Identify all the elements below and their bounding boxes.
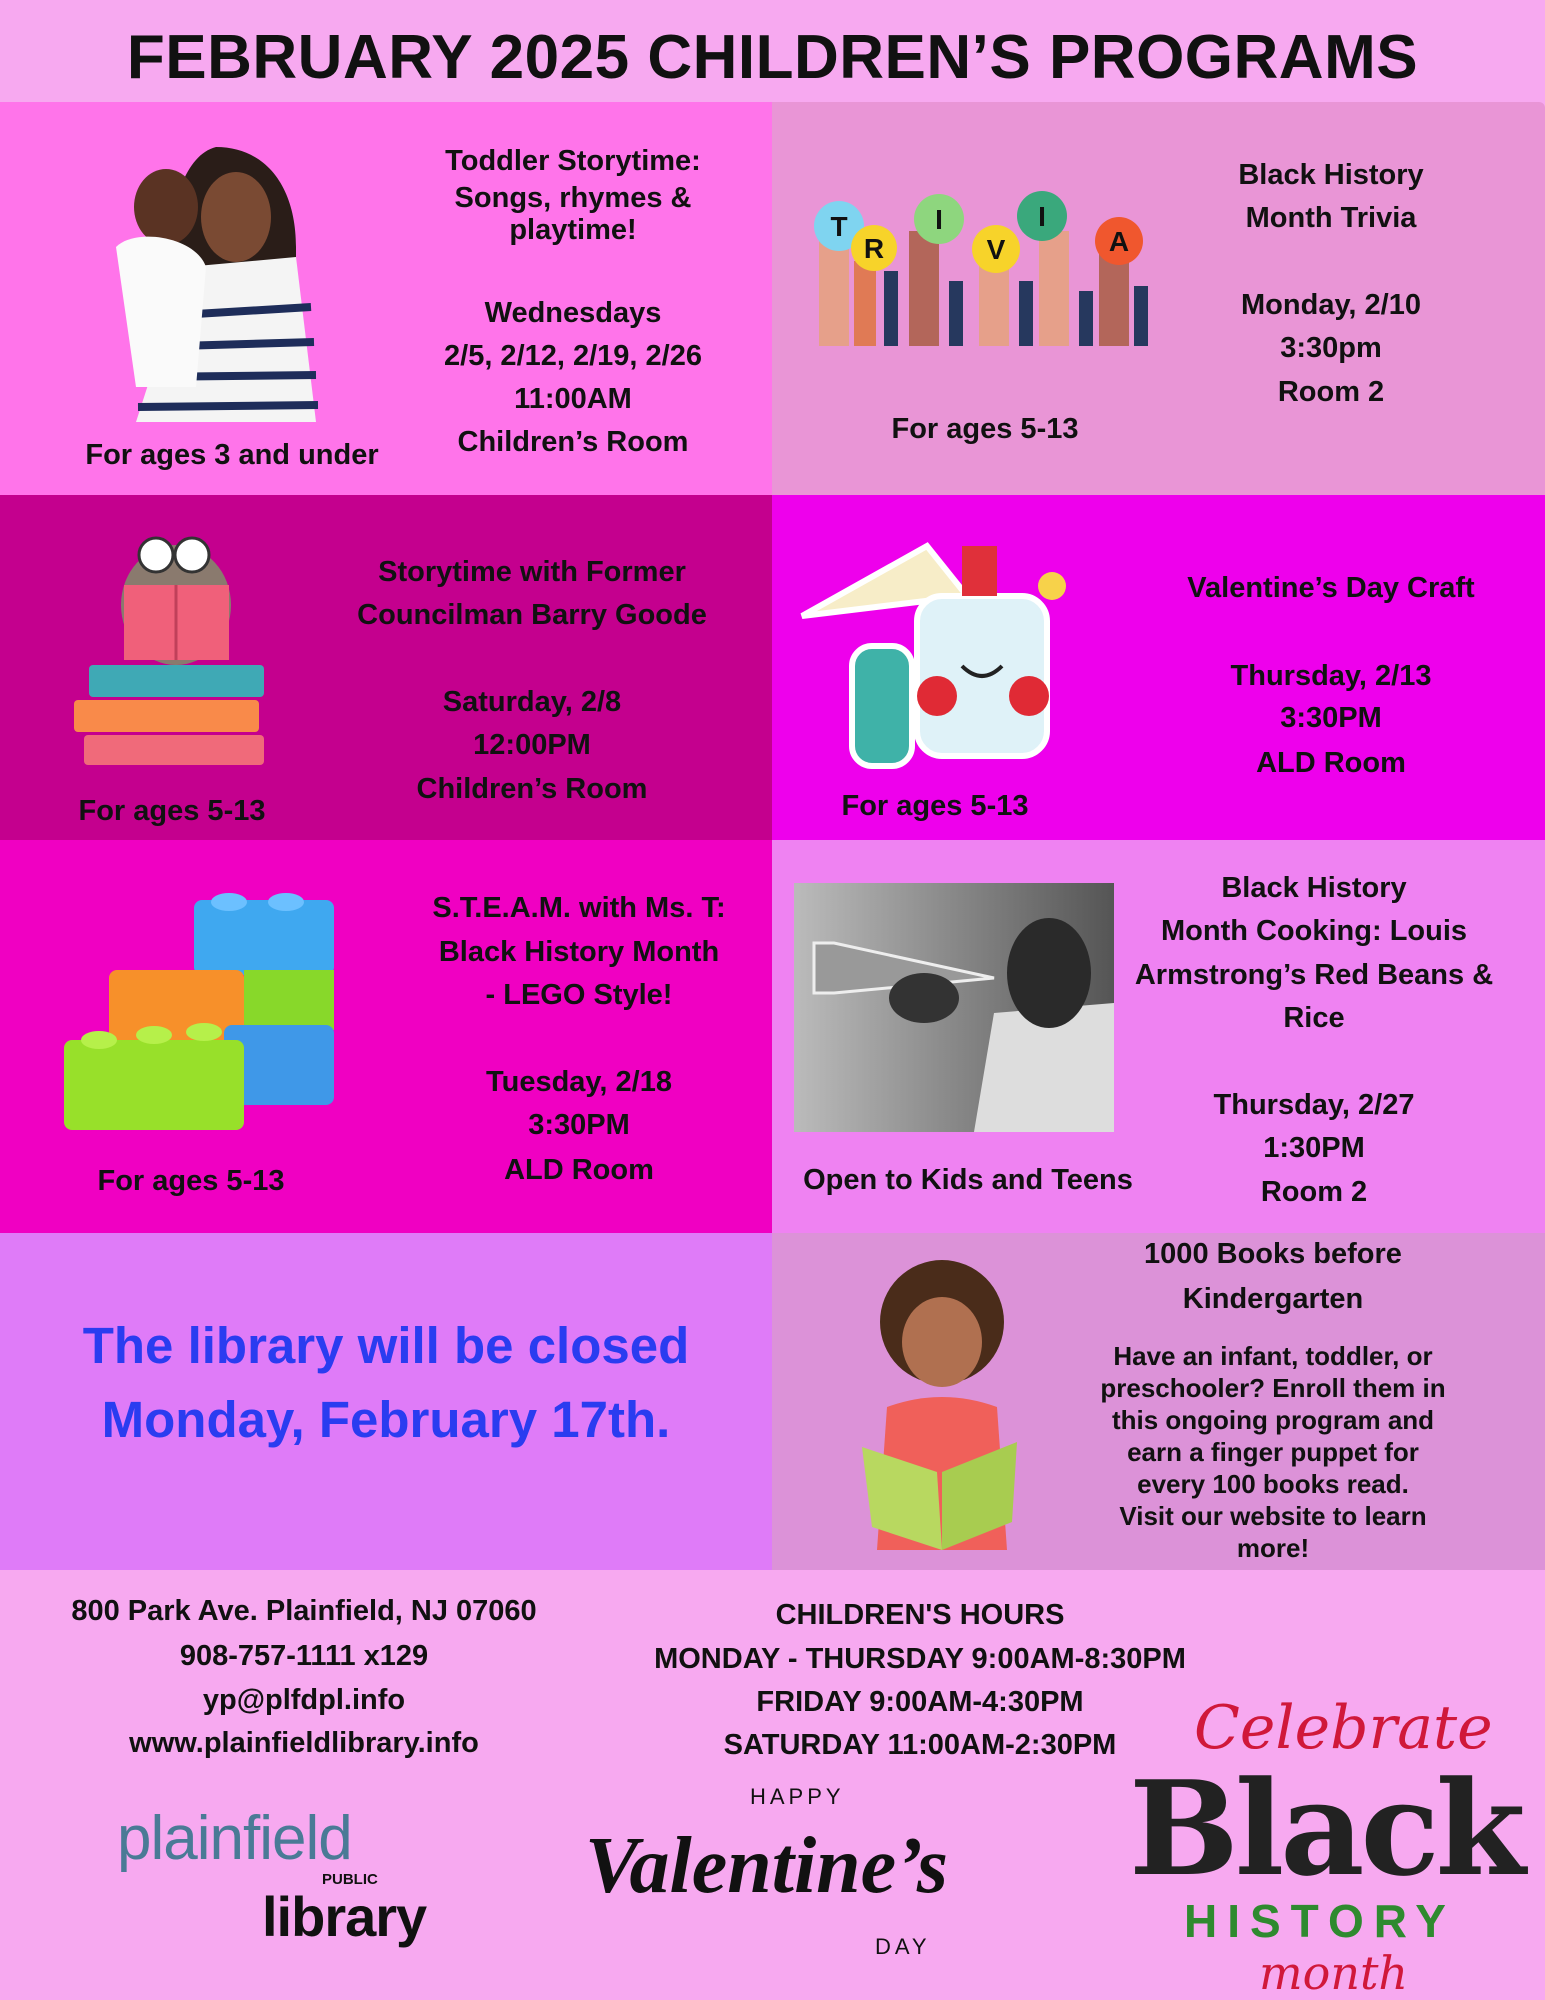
lego-bricks-illustration <box>64 880 336 1135</box>
goode-date: Saturday, 2/8 <box>442 686 622 718</box>
toddler-title-line: Toddler Storytime: <box>445 145 701 177</box>
trivia-letter: V <box>986 234 1006 265</box>
goode-ages: For ages 5-13 <box>78 795 266 827</box>
valentine-main: Valentine’s <box>585 1822 949 1910</box>
steam-date: Tuesday, 2/18 <box>486 1066 672 1098</box>
cooking-time: 1:30PM <box>1263 1132 1365 1164</box>
steam-location: ALD Room <box>504 1154 654 1186</box>
cooking-title-line: Black History <box>1221 872 1407 904</box>
trivia-letter: R <box>863 233 885 264</box>
owl-books-illustration <box>74 510 270 765</box>
trivia-hands-illustration <box>814 191 1156 346</box>
hours-line: MONDAY - THURSDAY 9:00AM-8:30PM <box>654 1643 1186 1675</box>
closed-notice-line: The library will be closed <box>82 1317 690 1374</box>
bhm-celebrate: Celebrate <box>1194 1693 1493 1763</box>
craft-date: Thursday, 2/13 <box>1230 660 1432 692</box>
trivia-title-line: Month Trivia <box>1245 202 1417 234</box>
logo-plainfield: plainfield <box>117 1804 352 1873</box>
valentine-happy: HAPPY <box>750 1784 845 1809</box>
books-body-line: preschooler? Enroll them in <box>1100 1373 1446 1403</box>
craft-time: 3:30PM <box>1280 702 1382 734</box>
hours-line: FRIDAY 9:00AM-4:30PM <box>756 1686 1084 1718</box>
trivia-letter: T <box>830 211 848 242</box>
cooking-title-line: Month Cooking: Louis <box>1160 915 1468 947</box>
craft-location: ALD Room <box>1256 747 1406 779</box>
valentine-day: DAY <box>875 1934 931 1959</box>
bhm-black: Black <box>1129 1752 1522 1905</box>
girl-reading-photo <box>857 1257 1027 1550</box>
goode-location: Children’s Room <box>416 773 648 805</box>
toddler-ages: For ages 3 and under <box>85 439 379 471</box>
logo-public: PUBLIC <box>322 1871 378 1888</box>
trivia-time: 3:30pm <box>1280 332 1382 364</box>
mother-baby-photo <box>96 147 336 422</box>
books-body-line: earn a finger puppet for <box>1127 1437 1419 1467</box>
books-title-line: Kindergarten <box>1182 1283 1364 1315</box>
books-body-line: Have an infant, toddler, or <box>1113 1341 1433 1371</box>
goode-time: 12:00PM <box>473 729 591 761</box>
address: 800 Park Ave. Plainfield, NJ 07060 <box>71 1595 537 1627</box>
books-body-line: this ongoing program and <box>1111 1405 1435 1435</box>
trivia-date: Monday, 2/10 <box>1241 289 1421 321</box>
steam-ages: For ages 5-13 <box>97 1165 285 1197</box>
toddler-location: Children’s Room <box>457 426 689 458</box>
steam-time: 3:30PM <box>528 1109 630 1141</box>
steam-title-line: Black History Month <box>438 936 720 968</box>
toddler-title-line: playtime! <box>509 214 637 246</box>
cooking-ages: Open to Kids and Teens <box>803 1164 1133 1196</box>
glue-crayon-illustration <box>797 536 1079 772</box>
bhm-history: HISTORY <box>1184 1895 1456 1947</box>
goode-title-line: Councilman Barry Goode <box>357 599 707 631</box>
trivia-location: Room 2 <box>1277 376 1385 408</box>
hours-line: SATURDAY 11:00AM-2:30PM <box>723 1729 1117 1761</box>
cooking-title-line: Armstrong’s Red Beans & <box>1134 959 1494 991</box>
cooking-title-line: Rice <box>1283 1002 1345 1034</box>
louis-armstrong-photo <box>794 883 1114 1132</box>
trivia-letter: A <box>1108 226 1130 257</box>
books-body-line: every 100 books read. <box>1137 1469 1409 1499</box>
email-link[interactable]: yp@plfdpl.info <box>202 1684 406 1716</box>
cooking-location: Room 2 <box>1260 1176 1368 1208</box>
black-history-month-logo <box>1129 1693 1539 2000</box>
hours-heading: CHILDREN'S HOURS <box>775 1599 1065 1631</box>
goode-title-line: Storytime with Former <box>378 556 686 588</box>
toddler-day: Wednesdays <box>484 297 662 329</box>
phone: 908-757-1111 x129 <box>179 1640 429 1672</box>
toddler-title-line: Songs, rhymes & <box>454 182 692 214</box>
steam-title-line: - LEGO Style! <box>485 979 673 1011</box>
happy-valentines-logo <box>585 1786 1015 1971</box>
books-title-line: 1000 Books before <box>1144 1238 1402 1270</box>
toddler-dates: 2/5, 2/12, 2/19, 2/26 <box>444 340 702 372</box>
website-link[interactable]: www.plainfieldlibrary.info <box>129 1727 479 1759</box>
closed-notice-line: Monday, February 17th. <box>101 1391 671 1448</box>
bhm-month: month <box>1259 1946 1409 2000</box>
trivia-letter: I <box>935 204 943 235</box>
books-body-line: Visit our website to learn <box>1119 1501 1427 1531</box>
steam-title-line: S.T.E.A.M. with Ms. T: <box>432 892 726 924</box>
trivia-ages: For ages 5-13 <box>891 413 1079 445</box>
trivia-letter: I <box>1038 201 1046 232</box>
plainfield-library-logo <box>117 1804 507 1948</box>
trivia-title-line: Black History <box>1238 159 1424 191</box>
cooking-date: Thursday, 2/27 <box>1213 1089 1415 1121</box>
page-title: FEBRUARY 2025 CHILDREN’S PROGRAMS <box>126 23 1419 92</box>
toddler-time: 11:00AM <box>514 383 632 415</box>
books-body-line: more! <box>1236 1533 1310 1563</box>
craft-ages: For ages 5-13 <box>841 790 1029 822</box>
craft-title: Valentine’s Day Craft <box>1187 572 1475 604</box>
logo-library: library <box>262 1885 427 1948</box>
